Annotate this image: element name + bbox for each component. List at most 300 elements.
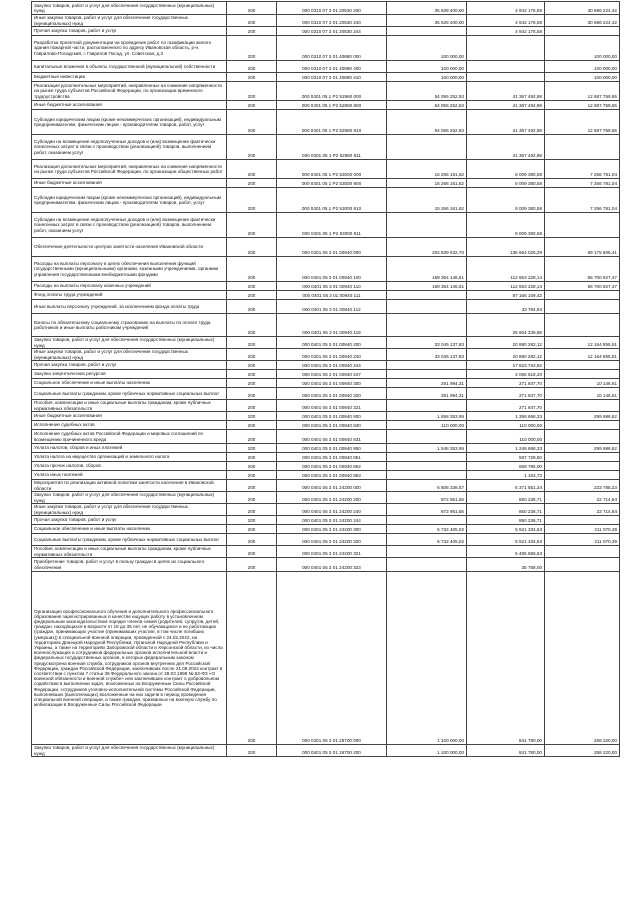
approved-amount: 169 354 146,61: [387, 257, 467, 282]
unexecuted-amount: [545, 558, 620, 572]
budget-classification-code: 000 0401 05 3 01 00940 853: [277, 471, 387, 480]
approved-amount: [387, 27, 467, 36]
item-name: Прочая закупка товаров, работ и услуг: [32, 27, 227, 36]
approved-amount: 169 354 146,61: [387, 282, 467, 291]
item-name: Разработка проектной документации на проведение работ по газификации жилого здания пожарной части, расположенного по адресу Ивановская область, р-н. Гаврилово-Посадский, г. Гаврилов Посад, ул. Советская, д.3: [32, 36, 227, 61]
table-row: [32, 73, 620, 82]
line-code: 200: [227, 73, 277, 82]
line-code: 200: [227, 27, 277, 36]
executed-amount: 25 604 339,88: [467, 314, 545, 337]
item-name: Социальное обеспечение и иные выплаты населению: [32, 379, 227, 388]
line-code: 200: [227, 160, 277, 179]
budget-classification-code: 000 0401 05 3 01 00940 100: [277, 257, 387, 282]
unexecuted-amount: 7 256 781,04: [545, 179, 620, 188]
budget-classification-code: 000 0401 05 3 01 00940 200: [277, 337, 387, 349]
line-code: 200: [227, 412, 277, 421]
line-code: 200: [227, 82, 277, 101]
line-code: 200: [227, 504, 277, 516]
table-row: [32, 179, 620, 188]
table-row: [32, 525, 620, 534]
unexecuted-amount: 12 687 759,55: [545, 82, 620, 101]
unexecuted-amount: [545, 213, 620, 238]
unexecuted-amount: 56 700 927,47: [545, 282, 620, 291]
budget-classification-code: 000 0401 05 3 01 00940 300: [277, 379, 387, 388]
line-code: 200: [227, 2, 277, 15]
budget-classification-code: 000 0401 05 3 01 24200 200: [277, 492, 387, 504]
table-row: [32, 412, 620, 421]
table-body: [32, 2, 620, 757]
approved-amount: [387, 546, 467, 558]
table-row: [32, 291, 620, 300]
line-code: 200: [227, 257, 277, 282]
budget-classification-code: 000 0401 05 3 01 00940 320: [277, 388, 387, 400]
item-name: Закупка товаров, работ и услуг для обеспечения государственных (муниципальных) нужд: [32, 492, 227, 504]
executed-amount: 6 371 551,34: [467, 480, 545, 492]
budget-classification-code: 000 0401 05 3 01 00940 800: [277, 412, 387, 421]
unexecuted-amount: [545, 453, 620, 462]
unexecuted-amount: 12 687 759,55: [545, 101, 620, 110]
executed-amount: 5 521 334,63: [467, 534, 545, 546]
unexecuted-amount: [545, 421, 620, 430]
line-code: 200: [227, 135, 277, 160]
unexecuted-amount: 211 070,39: [545, 525, 620, 534]
unexecuted-amount: [545, 135, 620, 160]
budget-classification-code: 000 0310 07 3 01 40880 000: [277, 36, 387, 61]
executed-amount: 3 056 518,20: [467, 370, 545, 379]
line-code: 200: [227, 453, 277, 462]
unexecuted-amount: [545, 430, 620, 444]
approved-amount: [387, 516, 467, 525]
unexecuted-amount: [545, 370, 620, 379]
line-code: 200: [227, 337, 277, 349]
approved-amount: [387, 361, 467, 370]
unexecuted-amount: 100 000,00: [545, 61, 620, 73]
line-code: 200: [227, 525, 277, 534]
approved-amount: 100 000,00: [387, 73, 467, 82]
executed-amount: 8 009 380,58: [467, 188, 545, 213]
budget-classification-code: 000 0401 05 1 P2 52960 000: [277, 82, 387, 101]
table-row: [32, 492, 620, 504]
item-name: Социальные выплаты гражданам, кроме публичных нормативных социальных выплат: [32, 388, 227, 400]
item-name: Субсидии юридическим лицам (кроме некоммерческих организаций), индивидуальным предпринимателям, физическим лицам - производителям товаров, работ, услуг: [32, 110, 227, 135]
unexecuted-amount: 7 256 781,04: [545, 160, 620, 179]
approved-amount: 872 951,55: [387, 492, 467, 504]
budget-classification-code: 000 0401 05 3 01 24200 244: [277, 516, 387, 525]
budget-classification-code: 000 0401 05 1 P2 53000 000: [277, 160, 387, 179]
table-row: [32, 430, 620, 444]
item-name: Исполнение судебных актов: [32, 421, 227, 430]
unexecuted-amount: 22 714,84: [545, 492, 620, 504]
approved-amount: [387, 462, 467, 471]
executed-amount: 5 521 334,63: [467, 525, 545, 534]
line-code: 200: [227, 291, 277, 300]
table-row: [32, 558, 620, 572]
executed-amount: 271 847,70: [467, 400, 545, 412]
executed-amount: 112 653 228,14: [467, 257, 545, 282]
table-row: [32, 361, 620, 370]
budget-classification-code: 000 0401 05 3 01 00940 830: [277, 421, 387, 430]
approved-amount: [387, 314, 467, 337]
table-row: [32, 257, 620, 282]
approved-amount: 15 266 161,62: [387, 179, 467, 188]
approved-amount: 35 628 400,00: [387, 2, 467, 15]
unexecuted-amount: 69 175 606,41: [545, 238, 620, 257]
budget-classification-code: 000 0401 05 1 P2 52960 810: [277, 110, 387, 135]
item-name: Уплата прочих налогов, сборов: [32, 462, 227, 471]
unexecuted-amount: 100 000,00: [545, 36, 620, 61]
table-row: [32, 2, 620, 15]
executed-amount: 1 358 668,33: [467, 412, 545, 421]
table-row: [32, 61, 620, 73]
table-row: [32, 300, 620, 314]
item-name: Субсидии на возмещение недополученных доходов и (или) возмещение фактически понесенных затрат в связи с производством (реализацией) товаров, выполнением работ, оказанием услуг: [32, 213, 227, 238]
table-row: [32, 400, 620, 412]
budget-classification-code: 000 0401 05 1 P2 53000 810: [277, 188, 387, 213]
line-code: 200: [227, 745, 277, 757]
line-code: 200: [227, 282, 277, 291]
approved-amount: 54 055 252,53: [387, 82, 467, 101]
executed-amount: [467, 61, 545, 73]
table-row: [32, 572, 620, 745]
budget-classification-code: 000 0401 05 3 01 00940 850: [277, 444, 387, 453]
approved-amount: 100 000,00: [387, 61, 467, 73]
table-row: [32, 516, 620, 525]
executed-amount: 4 942 175,58: [467, 2, 545, 15]
executed-amount: 850 236,71: [467, 504, 545, 516]
line-code: 200: [227, 188, 277, 213]
budget-classification-code: 000 0401 05 3 01 24200 240: [277, 504, 387, 516]
line-code: 200: [227, 370, 277, 379]
line-code: 200: [227, 492, 277, 504]
executed-amount: 1 248 668,33: [467, 444, 545, 453]
approved-amount: [387, 135, 467, 160]
executed-amount: 4 942 175,58: [467, 27, 545, 36]
executed-amount: 33 784,84: [467, 300, 545, 314]
executed-amount: 41 367 492,98: [467, 110, 545, 135]
line-code: 200: [227, 430, 277, 444]
item-name: Мероприятия по реализации активной политики занятости населения в Ивановской области: [32, 480, 227, 492]
line-code: 200: [227, 480, 277, 492]
item-name: Иные закупки товаров, работ и услуг для обеспечения государственных (муниципальных) нужд: [32, 15, 227, 27]
unexecuted-amount: 258 220,00: [545, 745, 620, 757]
unexecuted-amount: 211 070,39: [545, 534, 620, 546]
executed-amount: 850 236,71: [467, 516, 545, 525]
unexecuted-amount: 12 164 855,51: [545, 337, 620, 349]
table-row: [32, 349, 620, 361]
line-code: 200: [227, 300, 277, 314]
budget-classification-code: 000 0401 05 1 P2 52960 811: [277, 135, 387, 160]
approved-amount: 5 732 405,02: [387, 534, 467, 546]
item-name: Закупка товаров, работ и услуг для обеспечения государственных (муниципальных) нужд: [32, 745, 227, 757]
table-row: [32, 421, 620, 430]
item-name: Иные бюджетные ассигнования: [32, 412, 227, 421]
line-code: 200: [227, 471, 277, 480]
approved-amount: 1 100 000,00: [387, 745, 467, 757]
approved-amount: 281 994,31: [387, 379, 467, 388]
unexecuted-amount: [545, 291, 620, 300]
item-name: Прочая закупка товаров, работ и услуг: [32, 361, 227, 370]
approved-amount: 54 055 252,53: [387, 110, 467, 135]
item-name: Реализация дополнительных мероприятий, направленных на снижение напряженности на рынке труда субъектов Российской Федерации, по организации временного трудоустройства: [32, 82, 227, 101]
table-row: [32, 135, 620, 160]
line-code: 200: [227, 534, 277, 546]
line-code: 200: [227, 572, 277, 745]
table-row: [32, 388, 620, 400]
item-name: Реализация дополнительных мероприятий, направленных на снижение напряженности на рынке труда субъектов Российской Федерации, по организации общественных работ: [32, 160, 227, 179]
table-row: [32, 188, 620, 213]
item-name: Субсидии на возмещение недополученных доходов и (или) возмещение фактически понесенных затрат в связи с производством (реализацией) товаров, выполнением работ, оказанием услуг: [32, 135, 227, 160]
approved-amount: [387, 453, 467, 462]
table-row: [32, 745, 620, 757]
budget-classification-code: 000 0310 07 3 01 40880 400: [277, 61, 387, 73]
table-row: [32, 504, 620, 516]
executed-amount: 8 009 380,58: [467, 213, 545, 238]
budget-classification-code: 000 0310 07 3 01 20530 244: [277, 27, 387, 36]
budget-classification-code: 000 0310 07 3 01 20530 200: [277, 2, 387, 15]
budget-classification-code: 000 0310 07 3 01 40880 410: [277, 73, 387, 82]
table-row: [32, 379, 620, 388]
approved-amount: [387, 430, 467, 444]
table-row: [32, 15, 620, 27]
approved-amount: [387, 471, 467, 480]
approved-amount: 5 732 405,02: [387, 525, 467, 534]
budget-classification-code: 000 0401 05 3 01 26700 200: [277, 745, 387, 757]
approved-amount: 1 548 353,95: [387, 444, 467, 453]
budget-classification-code: 000 0401 05 3 01 00940 247: [277, 370, 387, 379]
item-name: Бюджетные инвестиции: [32, 73, 227, 82]
budget-classification-code: 000 0401 05 3 01 24200 000: [277, 480, 387, 492]
line-code: 200: [227, 36, 277, 61]
line-code: 200: [227, 238, 277, 257]
unexecuted-amount: [545, 400, 620, 412]
budget-classification-code: 000 0401 05 3 01 00940 831: [277, 430, 387, 444]
unexecuted-amount: 299 686,62: [545, 412, 620, 421]
budget-classification-code: 000 0401 05 3 01 24200 321: [277, 546, 387, 558]
budget-classification-code: 000 0401 05 3 01 26700 000: [277, 572, 387, 745]
executed-amount: 112 653 228,14: [467, 282, 545, 291]
budget-classification-code: 000 0401 05 1 P2 53000 811: [277, 213, 387, 238]
item-name: Закупка товаров, работ и услуг для обеспечения государственных (муниципальных) нужд: [32, 337, 227, 349]
table-row: [32, 82, 620, 101]
table-row: [32, 238, 620, 257]
table-row: [32, 110, 620, 135]
executed-amount: 110 000,00: [467, 421, 545, 430]
budget-classification-code: 000 0401 05 3 01 00940 119: [277, 314, 387, 337]
executed-amount: 8 009 380,58: [467, 179, 545, 188]
executed-amount: 659 785,00: [467, 462, 545, 471]
budget-report-table: [31, 1, 620, 757]
approved-amount: 54 055 252,53: [387, 101, 467, 110]
budget-classification-code: 000 0401 05 3 01 00940 111: [277, 291, 387, 300]
item-name: Взносы по обязательному социальному страхованию на выплаты по оплате труда работников и иные выплаты работникам учреждений: [32, 314, 227, 337]
line-code: 200: [227, 15, 277, 27]
table-row: [32, 36, 620, 61]
unexecuted-amount: 233 785,23: [545, 480, 620, 492]
item-name: Закупка энергетических ресурсов: [32, 370, 227, 379]
approved-amount: 1 100 000,00: [387, 572, 467, 745]
line-code: 200: [227, 61, 277, 73]
executed-amount: 841 780,00: [467, 572, 545, 745]
unexecuted-amount: [545, 314, 620, 337]
approved-amount: 281 994,31: [387, 388, 467, 400]
item-name: Пособия, компенсации и иные социальные выплаты гражданам, кроме публичных нормативных обязательств: [32, 400, 227, 412]
executed-amount: [467, 73, 545, 82]
executed-amount: 41 367 492,98: [467, 135, 545, 160]
approved-amount: [387, 558, 467, 572]
item-name: Уплата налогов, сборов и иных платежей: [32, 444, 227, 453]
table-row: [32, 101, 620, 110]
unexecuted-amount: 258 220,00: [545, 572, 620, 745]
item-name: Закупка товаров, работ и услуг для обеспечения государственных (муниципальных) нужд: [32, 2, 227, 15]
executed-amount: 841 780,00: [467, 745, 545, 757]
executed-amount: 850 236,71: [467, 492, 545, 504]
executed-amount: 87 165 109,42: [467, 291, 545, 300]
item-name: Расходы на выплаты персоналу в целях обеспечения выполнения функций государственными (муниципальными) органами, казенными учреждениями, органами управления государственными внебюджетными фондами: [32, 257, 227, 282]
item-name: Иные закупки товаров, работ и услуг для обеспечения государственных (муниципальных) нужд: [32, 504, 227, 516]
line-code: 200: [227, 361, 277, 370]
line-code: 200: [227, 179, 277, 188]
executed-amount: 271 847,70: [467, 388, 545, 400]
budget-classification-code: 000 0401 05 3 01 00940 851: [277, 453, 387, 462]
executed-amount: 4 942 175,58: [467, 15, 545, 27]
budget-classification-code: 000 0401 05 3 01 00940 110: [277, 282, 387, 291]
item-name: Исполнение судебных актов Российской Федерации и мировых соглашений по возмещению причиненного вреда: [32, 430, 227, 444]
approved-amount: 1 658 353,95: [387, 412, 467, 421]
line-code: 200: [227, 110, 277, 135]
table-row: [32, 462, 620, 471]
item-name: Социальное обеспечение и иные выплаты населению: [32, 525, 227, 534]
line-code: 200: [227, 444, 277, 453]
line-code: 200: [227, 314, 277, 337]
unexecuted-amount: 30 686 224,42: [545, 2, 620, 15]
approved-amount: [387, 370, 467, 379]
table-row: [32, 546, 620, 558]
line-code: 200: [227, 101, 277, 110]
unexecuted-amount: [545, 361, 620, 370]
item-name: Пособия, компенсации и иные социальные выплаты гражданам, кроме публичных нормативных обязательств: [32, 546, 227, 558]
executed-amount: 1 153,73: [467, 471, 545, 480]
unexecuted-amount: 12 164 855,51: [545, 349, 620, 361]
unexecuted-amount: 10 146,61: [545, 388, 620, 400]
line-code: 200: [227, 388, 277, 400]
executed-amount: [467, 36, 545, 61]
unexecuted-amount: [545, 27, 620, 36]
approved-amount: 15 266 161,62: [387, 188, 467, 213]
table-row: [32, 534, 620, 546]
approved-amount: [387, 213, 467, 238]
executed-amount: 41 367 492,98: [467, 82, 545, 101]
budget-classification-code: 000 0401 05 3 01 00940 852: [277, 462, 387, 471]
approved-amount: 6 606 336,57: [387, 480, 467, 492]
line-code: 200: [227, 213, 277, 238]
budget-classification-code: 000 0401 05 3 01 00940 240: [277, 349, 387, 361]
unexecuted-amount: [545, 300, 620, 314]
budget-classification-code: 000 0401 05 3 01 24200 320: [277, 534, 387, 546]
table-row: [32, 370, 620, 379]
item-name: Уплата иных платежей: [32, 471, 227, 480]
budget-classification-code: 000 0401 05 3 01 00940 112: [277, 300, 387, 314]
item-name: Организация профессионального обучения и дополнительного профессионального образования зарегистрированных в качестве ищущих работу в установленном федеральным законодательством порядке членов семей (родителей, супругов, детей, граждан, находящихся в возрасте от 18 до 35 лет, не обучающихся и не работающих (граждан, принимающих участие (принимавших участие, в том числе погибших (умерших)) в специальной военной операции, проведенной с 24.02.2022, на территориях Донецкой Народной Республики, Луганской Народной Республики и Украины, а также на территориях Запорожской области и Херсонской области, из числа военнослужащих и сотрудников федеральных органов исполнительной власти и федеральных государственных органов, в которых федеральным законом предусмотрена военная служба, сотрудников органов внутренних дел Российской Федерации, граждан Российской Федерации, заключивших после 21.09.2022 контракт в соответствии с пунктом 7 статьи 38 Федерального закона от 28.03.1998 № 53-ФЗ «О воинской обязанности и военной службе» или заключивших контракт о добровольном содействии в выполнении задач, возложенных на Вооруженные Силы Российской Федерации, сотрудников уголовно-исполнительной системы Российской Федерации, выполнявших (выполняющих) возложенные на них задачи в период проведения специальной военной операции, а также граждан, призванных на военную службу по мобилизации в Вооруженные Силы Российской Федерации: [32, 572, 227, 745]
item-name: Капитальные вложения в объекты государственной (муниципальной) собственности: [32, 61, 227, 73]
unexecuted-amount: [545, 516, 620, 525]
item-name: Обеспечение деятельности центров занятости населения Ивановской области: [32, 238, 227, 257]
table-row: [32, 282, 620, 291]
executed-amount: 271 847,70: [467, 379, 545, 388]
unexecuted-amount: [545, 471, 620, 480]
budget-classification-code: 000 0401 05 3 01 24200 300: [277, 525, 387, 534]
unexecuted-amount: [545, 546, 620, 558]
unexecuted-amount: [545, 462, 620, 471]
line-code: 200: [227, 400, 277, 412]
unexecuted-amount: 22 714,84: [545, 504, 620, 516]
budget-classification-code: 000 0401 05 1 P2 52960 800: [277, 101, 387, 110]
approved-amount: [387, 291, 467, 300]
item-name: Иные выплаты персоналу учреждений, за исключением фонда оплаты труда: [32, 300, 227, 314]
table-row: [32, 213, 620, 238]
approved-amount: 15 266 161,62: [387, 160, 467, 179]
executed-amount: 17 823 763,92: [467, 361, 545, 370]
executed-amount: 587 729,60: [467, 453, 545, 462]
unexecuted-amount: 56 700 927,47: [545, 257, 620, 282]
item-name: Иные закупки товаров, работ и услуг для обеспечения государственных (муниципальных) нужд: [32, 349, 227, 361]
item-name: Социальные выплаты гражданам, кроме публичных нормативных социальных выплат: [32, 534, 227, 546]
budget-classification-code: 000 0401 05 3 01 24200 323: [277, 558, 387, 572]
table-row: [32, 444, 620, 453]
item-name: Иные бюджетные ассигнования: [32, 101, 227, 110]
executed-amount: 8 009 380,58: [467, 160, 545, 179]
approved-amount: 33 045 137,83: [387, 337, 467, 349]
budget-classification-code: 000 0401 05 1 P2 53000 800: [277, 179, 387, 188]
approved-amount: 33 045 137,83: [387, 349, 467, 361]
approved-amount: 100 000,00: [387, 36, 467, 61]
unexecuted-amount: 100 000,00: [545, 73, 620, 82]
line-code: 200: [227, 546, 277, 558]
unexecuted-amount: 30 686 224,42: [545, 15, 620, 27]
table-row: [32, 314, 620, 337]
approved-amount: 35 628 400,00: [387, 15, 467, 27]
executed-amount: 41 367 492,98: [467, 101, 545, 110]
approved-amount: [387, 300, 467, 314]
item-name: Прочая закупка товаров, работ и услуг: [32, 516, 227, 525]
table-row: [32, 337, 620, 349]
executed-amount: 20 880 282,12: [467, 337, 545, 349]
line-code: 200: [227, 349, 277, 361]
budget-classification-code: 000 0401 05 3 01 00940 000: [277, 238, 387, 257]
table-row: [32, 27, 620, 36]
line-code: 200: [227, 516, 277, 525]
item-name: Приобретение товаров, работ и услуг в пользу граждан в целях их социального обеспечения: [32, 558, 227, 572]
executed-amount: 110 000,00: [467, 430, 545, 444]
budget-classification-code: 000 0401 05 3 01 00940 244: [277, 361, 387, 370]
line-code: 200: [227, 558, 277, 572]
budget-classification-code: 000 0310 07 3 01 20530 240: [277, 15, 387, 27]
table-row: [32, 160, 620, 179]
unexecuted-amount: 12 687 759,55: [545, 110, 620, 135]
line-code: 200: [227, 421, 277, 430]
executed-amount: 35 768,00: [467, 558, 545, 572]
approved-amount: [387, 400, 467, 412]
unexecuted-amount: 7 256 781,04: [545, 188, 620, 213]
approved-amount: 872 951,55: [387, 504, 467, 516]
item-name: Иные бюджетные ассигнования: [32, 179, 227, 188]
executed-amount: 135 664 026,29: [467, 238, 545, 257]
executed-amount: 5 485 566,63: [467, 546, 545, 558]
table-row: [32, 453, 620, 462]
item-name: Уплата налога на имущество организаций и земельного налога: [32, 453, 227, 462]
approved-amount: 110 000,00: [387, 421, 467, 430]
budget-classification-code: 000 0401 05 3 01 00940 321: [277, 400, 387, 412]
item-name: Субсидии юридическим лицам (кроме некоммерческих организаций), индивидуальным предпринимателям, физическим лицам - производителям товаров, работ, услуг: [32, 188, 227, 213]
